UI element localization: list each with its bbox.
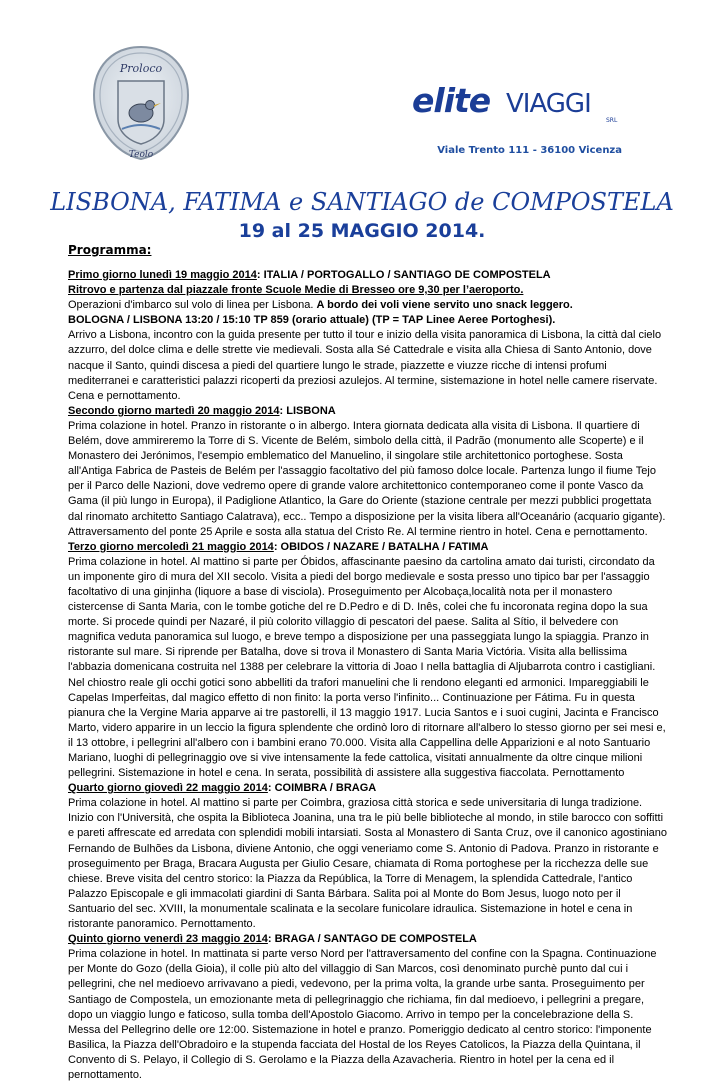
meeting-point: Ritrovo e partenza dal piazzale fronte Scuole Medie di Bresseo ore 9,30 per l’aeroporto. bbox=[68, 284, 524, 297]
day-description: Arrivo a Lisbona, incontro con la guida presente per tutto il tour e inizio della visita panoramica di Lisbona, la città dal cielo azzurro, del dolce clima e delle strette vie medievali. Sosta alla Sé Cattedrale e visita alla Chiesa di Santo Antonio, dove nacque il Santo, quindi discesa a piedi del quartiere lungo le strade, piazzette e viuzze ricche di intensi profumi mediterranei e caratteristici palazzi ricoperti da preziosi azulejos. Al termine, sistemazione in hotel nelle camere riservate. Cena e pernottamento. bbox=[68, 329, 662, 402]
itinerary bbox=[68, 268, 668, 1083]
day-date: Primo giorno lunedì 19 maggio 2014 bbox=[68, 269, 257, 281]
logo-suffix: SRL bbox=[606, 117, 618, 124]
programma-heading: Programma: bbox=[68, 243, 152, 257]
elite-viaggi-logo-icon bbox=[410, 78, 625, 128]
day-route: : COIMBRA / BRAGA bbox=[267, 782, 377, 795]
logo-brand-bold: elite bbox=[412, 81, 491, 120]
proloco-logo bbox=[92, 45, 190, 161]
logo-top-text: Proloco bbox=[119, 62, 163, 75]
day-heading bbox=[68, 781, 668, 796]
day-date: Terzo giorno mercoledì 21 maggio 2014 bbox=[68, 540, 274, 553]
proloco-crest-icon bbox=[92, 45, 190, 161]
day-route: : OBIDOS / NAZARE / BATALHA / FATIMA bbox=[273, 540, 489, 553]
day-date: Quarto giorno giovedì 22 maggio 2014 bbox=[68, 782, 268, 795]
page-title: LISBONA, FATIMA e SANTIAGO de COMPOSTELA bbox=[50, 188, 674, 216]
day-heading bbox=[68, 268, 668, 283]
flight-info: BOLOGNA / LISBONA 13:20 / 15:10 TP 859 (orario attuale) (TP = TAP Linee Aeree Portoghesi). bbox=[68, 314, 556, 327]
day-route: : BRAGA / SANTAGO DE COMPOSTELA bbox=[267, 933, 477, 946]
boarding-text: Operazioni d'imbarco sul volo di linea per Lisbona. bbox=[68, 299, 317, 312]
elite-viaggi-logo bbox=[410, 78, 625, 128]
day-description: Prima colazione in hotel. Pranzo in ristorante o in albergo. Intera giornata dedicata alla visita di Lisbona. Il quartiere di Belém, dove ammireremo la Torre di S. Vicente de Belém, simbolo della città, il Padrão (monumento alle Scoperte) e il Monastero dei Jerónimos, l'esempio emblematico del Manuelino, il singolare stile architettonico portoghese. Sosta all'Antiga Fabrica de Pasteis de Belém per l'assaggio facoltativo del più famoso dolce locale. Partenza lungo il fiume Tejo per il Parco delle Nazioni, dove vedremo opere di grande valore architettonico contemporaneo come il ponte Vasco da Gama (il più lungo in Europa), il Padiglione Atlantico, la Gare do Oriente (stazione centrale per mezzi pubblici progettata dal rinomato architetto Santiago Calatrava), ecc.. Tempo a disposizione per la visita libera all'Oceanário (acquario gigante). Attraversamento del ponte 25 Aprile e sosta alla statua del Cristo Re. Al termine rientro in hotel. Cena e pernottamento. bbox=[68, 419, 666, 538]
logo-bottom-text: Teolo bbox=[128, 150, 154, 160]
day-route: : LISBONA bbox=[279, 404, 336, 417]
day-heading bbox=[68, 932, 668, 947]
day-date: Secondo giorno martedì 20 maggio 2014 bbox=[68, 404, 280, 417]
company-address: Viale Trento 111 - 36100 Vicenza bbox=[437, 145, 622, 156]
snack-note: A bordo dei voli viene servito uno snack leggero. bbox=[316, 299, 573, 312]
boarding-info bbox=[68, 298, 668, 313]
page-subtitle: 19 al 25 MAGGIO 2014. bbox=[238, 220, 486, 242]
day-heading bbox=[68, 404, 668, 419]
day-date: Quinto giorno venerdì 23 maggio 2014 bbox=[68, 933, 268, 946]
day-description: Prima colazione in hotel. Al mattino si parte per Óbidos, affascinante paesino da cartolina amato dai turisti, circondato da un imponente giro di mura del XII secolo. Visita a piedi del borgo medievale e sosta presso uno tipico bar per l'assaggio facoltativo di una ginjinha (liquore a base di visciola). Proseguimento per Alcobaça,località nota per il monastero cistercense di Santa Maria, con le tombe gotiche del re D.Pedro e di D. Inês, colei che fu incoronata regina dopo la sua morte. Si procede quindi per Nazaré, il più colorito villaggio di pescatori del paese. Salita al Sítio, il belvedere con magnifica veduta panoramica sul luogo, e breve tempo a disposizione per una passeggiata lungo la spiaggia. Pranzo in ristorante sul mare. Si riprende per Batalha, dove si trova il Monastero di Santa Maria Victória. Visita alla bellissima l'abbazia domenicana costruita nel 1388 per celebrare la vittoria di Joao I nella battaglia di Aljubarrota contro i castigliani. Nel chiostro reale gli occhi gotici sono abbelliti da trafori manuelini che li rendono eleganti ed armonici. Impareggiabili le Capelas Imperfeitas, dal magico effetto di non finito: la porta verso l'infinito... Continuazione per Fátima. Fu in questa pianura che la Vergine Maria apparve ai tre pastorelli, il 13 maggio 1917. Lucia Santos e i suoi cugini, Jacinta e Francisco Marto, videro apparire in un leccio la figura splendente che ordinò loro di ritornare all'albero lo stesso giorno per sei mesi e, il 13 ottobre, i pellegrini all'albero con i bambini erano 70.000. Visita alla Cappellina delle Apparizioni e al noto Santuario Mariano, luoghi di pellegrinaggio ove si vive intensamente la fede cattolica, visitati annualmente da oltre cinque milioni pellegrini. Sistemazione in hotel e cena. In serata, possibilità di assistere alla suggestiva fiaccolata. Pernottamento bbox=[68, 555, 666, 780]
logo-brand-light: VIAGGI bbox=[506, 89, 591, 119]
day-route: : ITALIA / PORTOGALLO / SANTIAGO DE COMPOSTELA bbox=[256, 269, 551, 281]
day-description: Prima colazione in hotel. Al mattino si parte per Coimbra, graziosa città storica e sede universitaria di lunga tradizione. Inizio con l'Università, che ospita la Biblioteca Joanina, una tra le più belle biblioteche al mondo, in stile barocco con soffitti e pareti affrescate ed arredata con splendidi mobili intarsiati. Sosta al Monastero di Santa Cruz, ove il canonico agostiniano Fernando de Bulhões da Lisbona, diviene Antonio, che oggi veneriamo come S. Antonio di Padova. Pranzo in ristorante e proseguimento per Braga, Bracara Augusta per Giulio Cesare, chiamata di Roma portoghese per la ricchezza delle sue chiese. Breve visita del centro storico: la Piazza da República, la Torre di Menagem, la splendida Cattedrale, l'antico Palazzo Episcopale e gli immacolati giardini di Santa Bárbara. Salita poi al Monte do Bom Jesus, luogo noto per il Santuario del sec. XVIII, la monumentale scalinata e la secolare funicolare idraulica. Sistemazione in hotel e cena in ristorante panoramico. Pernottamento. bbox=[68, 797, 668, 931]
day-heading bbox=[68, 540, 668, 555]
day-description: Prima colazione in hotel. In mattinata si parte verso Nord per l'attraversamento del confine con la Spagna. Continuazione per Monte do Gozo (della Gioia), il colle più alto del villaggio di San Marcos, così denominato purchè punto dal cui i pellegrini, che nel medioevo arrivavano a piedi, vedevono, per la prima volta, la grande urbe santa. Proseguimento per Santiago de Compostela, un emozionante meta di pellegrinaggio che richiama, fin dal medioevo, i pellegrini a pregare, dopo un viaggio lungo e faticoso, sulla tomba dell'Apostolo Giacomo. Arrivo in tempo per la concelebrazione della S. Messa del Pellegrino delle ore 12:00. Sistemazione in hotel e pranzo. Pomeriggio dedicato al centro storico: l'imponente Basilica, la Piazza dell'Obradoiro e la stupenda facciata del Hostal de los Reyes Catolicos, la Piazza della Quintana, il Convento di S. Pelayo, il Collegio di S. Gerolamo e la Piazza della Azavacheria. Rientro in hotel per la cena ed il pernottamento. bbox=[68, 948, 657, 1081]
